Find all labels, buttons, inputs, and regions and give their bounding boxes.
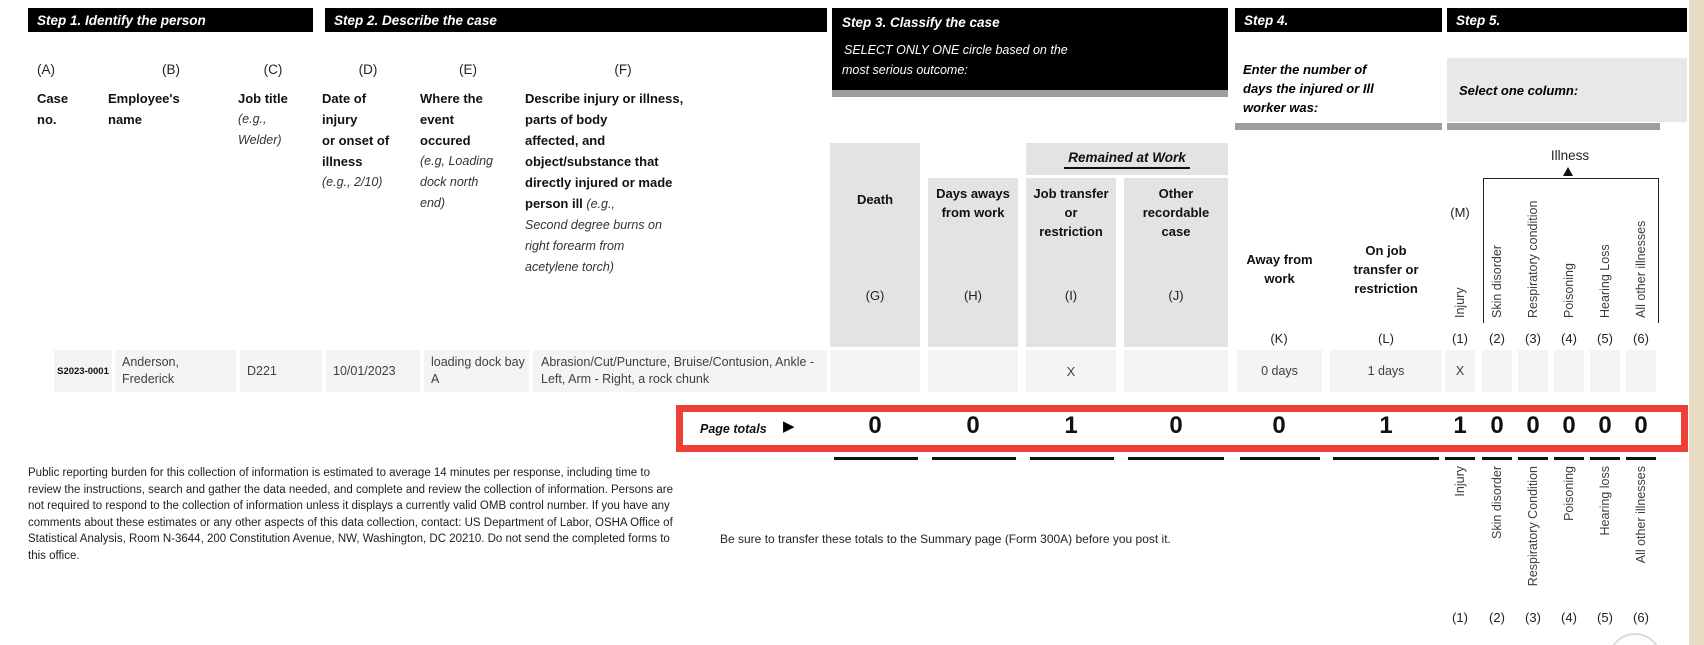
column-number-5-top: (5) [1597,331,1613,346]
step3-header-box [832,8,1228,90]
column-number-4-top: (4) [1561,331,1577,346]
column-letter-m: (M) [1450,205,1470,220]
total-hearing-loss: 0 [1598,412,1612,439]
step4-header-bar [1235,8,1442,32]
column-title-where: Where the event occured (e.g, Loading dock north end) [420,91,493,210]
total-death: 0 [868,412,882,439]
step5-select-box [1447,58,1687,122]
on-job-transfer-label: On job transfer or restriction [1353,243,1419,296]
step4-instruction: Enter the number of days the injured or Ill worker was: [1243,62,1374,115]
total-line-4 [1554,457,1584,460]
step1-title: Step 1. Identify the person [37,12,206,28]
column-number-3-top: (3) [1525,331,1541,346]
respiratory-mark-cell[interactable] [1518,350,1548,392]
column-number-5-bottom: (5) [1597,610,1613,625]
column-title-describe: Describe injury or illness, parts of body affected, and object/substance that directly injured or made person ill (e.g., Second degree burns on right forearm from acetylene torch) [525,91,684,274]
column-number-1-top: (1) [1452,331,1468,346]
transfer-days-cell[interactable]: 1 days [1330,350,1442,392]
column-number-6-bottom: (6) [1633,610,1649,625]
step3-shadow-bar [832,90,1228,97]
column-letter-a: (A) [37,62,55,77]
column-number-6-top: (6) [1633,331,1649,346]
total-line-1 [1445,457,1475,460]
description-cell[interactable]: Abrasion/Cut/Puncture, Bruise/Contusion, Ankle - Left, Arm - Right, a rock chunk [533,350,827,392]
column-title-date: Date of injury or onset of illness (e.g., 2/10) [322,91,390,189]
total-other-recordable: 0 [1169,412,1183,439]
column-letter-e: (E) [459,62,477,77]
other-recordable-label: Other recordable case [1142,186,1210,239]
total-line-k [1240,457,1320,460]
death-cell[interactable] [830,350,920,392]
total-all-other: 0 [1634,412,1648,439]
step4-shadow-bar [1235,123,1442,130]
column-letter-k: (K) [1270,331,1288,346]
step1-header-bar [28,8,313,32]
total-away-days: 0 [1272,412,1286,439]
column-letter-f: (F) [614,62,632,77]
job-transfer-cell[interactable]: X [1026,350,1116,392]
column-letter-c: (C) [263,62,283,77]
column-title-job-title: Job title (e.g., Welder) [238,91,288,147]
total-line-6 [1626,457,1656,460]
step4-title: Step 4. [1244,12,1289,28]
days-away-label: Days aways from work [936,186,1010,220]
total-skin-disorder: 0 [1490,412,1504,439]
total-line-5 [1590,457,1620,460]
column-letter-d: (D) [358,62,378,77]
column-number-4-bottom: (4) [1561,610,1577,625]
days-away-cell[interactable] [928,350,1018,392]
column-number-2-bottom: (2) [1489,610,1505,625]
total-line-l [1333,457,1439,460]
case-no-cell[interactable]: S2023-0001 [54,350,112,392]
total-job-transfer: 1 [1064,412,1078,439]
poisoning-mark-cell[interactable] [1554,350,1584,392]
column-letter-b: (B) [162,62,180,77]
step3-subtitle-line1: SELECT ONLY ONE circle based on the [844,43,1068,57]
employee-name-cell[interactable]: Anderson, Frederick [115,350,236,392]
skin-disorder-mark-cell[interactable] [1482,350,1512,392]
page-totals-label: Page totals [700,422,767,436]
hearing-loss-mark-cell[interactable] [1590,350,1620,392]
column-number-1-bottom: (1) [1452,610,1468,625]
total-line-3 [1518,457,1548,460]
step5-shadow-bar [1447,123,1660,130]
total-respiratory: 0 [1526,412,1540,439]
step5-header-bar [1447,8,1687,32]
total-days-away: 0 [966,412,980,439]
total-line-i [1030,457,1114,460]
total-line-g [834,457,918,460]
location-cell[interactable]: loading dock bay A [424,350,529,392]
page-edge-strip [1689,0,1704,645]
job-transfer-label: Job transfer or restriction [1033,186,1109,239]
total-line-2 [1482,457,1512,460]
death-label: Death [856,192,894,207]
away-days-cell[interactable]: 0 days [1237,350,1322,392]
paperwork-burden-notice: Public reporting burden for this collection of information is estimated to average 14 minutes per response, including time to review the instructions, search and gather the data needed, and complete and review the collection of information. Persons are not required to respond to the collection of information unless it displays a currently valid OMB control number. If you have any comments about these estimates or any other aspects of this data collection, contact: US Department of Labor, OSHA Office of Statistical Analysis, Room N-3644, 200 Constitution Avenue, NW, Washington, DC 20210. Do not send the completed forms to this office. [28,467,674,562]
column-title-employee-name: Employee's name [108,91,180,127]
step2-title: Step 2. Describe the case [334,12,497,28]
column-letter-j: (J) [1168,288,1184,303]
step2-header-bar [325,8,827,32]
osha-form-300-log: Step 1. Identify the person Step 2. Describe the case Step 3. Classify the case SELECT ONLY ONE circle based on the most serious outcome: Step 4. Enter the number of days the injured or Ill worker was: Step 5. Select one column: (A) (B) (C) (D) (E) (F) Case no. Employee's name Job title (e.g., Welder) Date of injury or onset of illness (e.g., 2/10) Where the event occured (e.g, Loading dock north end) Describe injury or illness, parts of body affected, and object/substance that directly injured or made person ill (e.g., Second degree burns on right forearm from acetylene torch) Remained at Work Death Days aways from work Job transfer or restriction Other recordable case (G) (H) (I) (J) Away from work On job transfer or restriction (K) (L) (M) Illness Injury Skin disorder Respiratory condition Poisoning Hearing Loss All other illnesses (1) (2) (3) (4) (5) (6) S2023-0001 Anderson, Frederick D221 10/01/2023 loading dock bay A Abrasion/Cut/Puncture, Bruise/Contusion, Ankle - Left, Arm - Right, a rock chunk X 0 days 1 days X Page totals ▶ 0 0 1 0 0 1 1 0 0 0 0 0 Injury Skin disorder Respiratory Condition Poisoning Hearing loss All other illnesses (1) (2) (3) (4) (5) (6) Public reporting burden for this collection of information is estimated to average 14 minutes per response, including time to review the instructions, search and gather the data needed, and complete and review the collection of information. Persons are not required to respond to the collection of information unless it displays a currently valid OMB control number. If you have any comments about these estimates or any other aspects of this data collection, contact: US Department of Labor, OSHA Office of Statistical Analysis, Room N-3644, 200 Constitution Avenue, NW, Washington, DC 20210. Do not send the completed forms to this office. Be sure to transfer these totals to the Summary page (Form 300A) before you post it. [0,0,1704,645]
remained-at-work-header: Remained at Work [1026,143,1228,175]
other-recordable-cell[interactable] [1124,350,1228,392]
illness-group-label: Illness [1550,148,1590,163]
step3-subtitle-line2: most serious outcome: [842,63,968,77]
step5-title: Step 5. [1456,12,1501,28]
page-totals-arrow-icon: ▶ [783,418,795,435]
total-line-j [1128,457,1224,460]
transfer-totals-note: Be sure to transfer these totals to the Summary page (Form 300A) before you post it. [720,532,1171,546]
total-transfer-days: 1 [1379,412,1393,439]
total-injury: 1 [1453,412,1467,439]
total-line-h [932,457,1016,460]
column-letter-h: (H) [963,288,983,303]
column-number-2-top: (2) [1489,331,1505,346]
column-letter-l: (L) [1378,331,1394,346]
column-number-3-bottom: (3) [1525,610,1541,625]
column-letter-i: (I) [1064,288,1078,303]
illness-pointer-icon [1563,167,1573,176]
away-from-work-label: Away from work [1246,252,1313,286]
injury-mark-cell[interactable]: X [1445,350,1475,392]
all-other-mark-cell[interactable] [1626,350,1656,392]
floating-action-button[interactable] [1608,633,1662,645]
date-cell[interactable]: 10/01/2023 [326,350,420,392]
column-title-case-no: Case no. [37,91,69,127]
column-letter-g: (G) [865,288,885,303]
column-death-block [830,143,920,347]
step3-title: Step 3. Classify the case [842,15,1000,30]
job-title-cell[interactable]: D221 [240,350,322,392]
total-poisoning: 0 [1562,412,1576,439]
step5-instruction: Select one column: [1459,82,1579,98]
